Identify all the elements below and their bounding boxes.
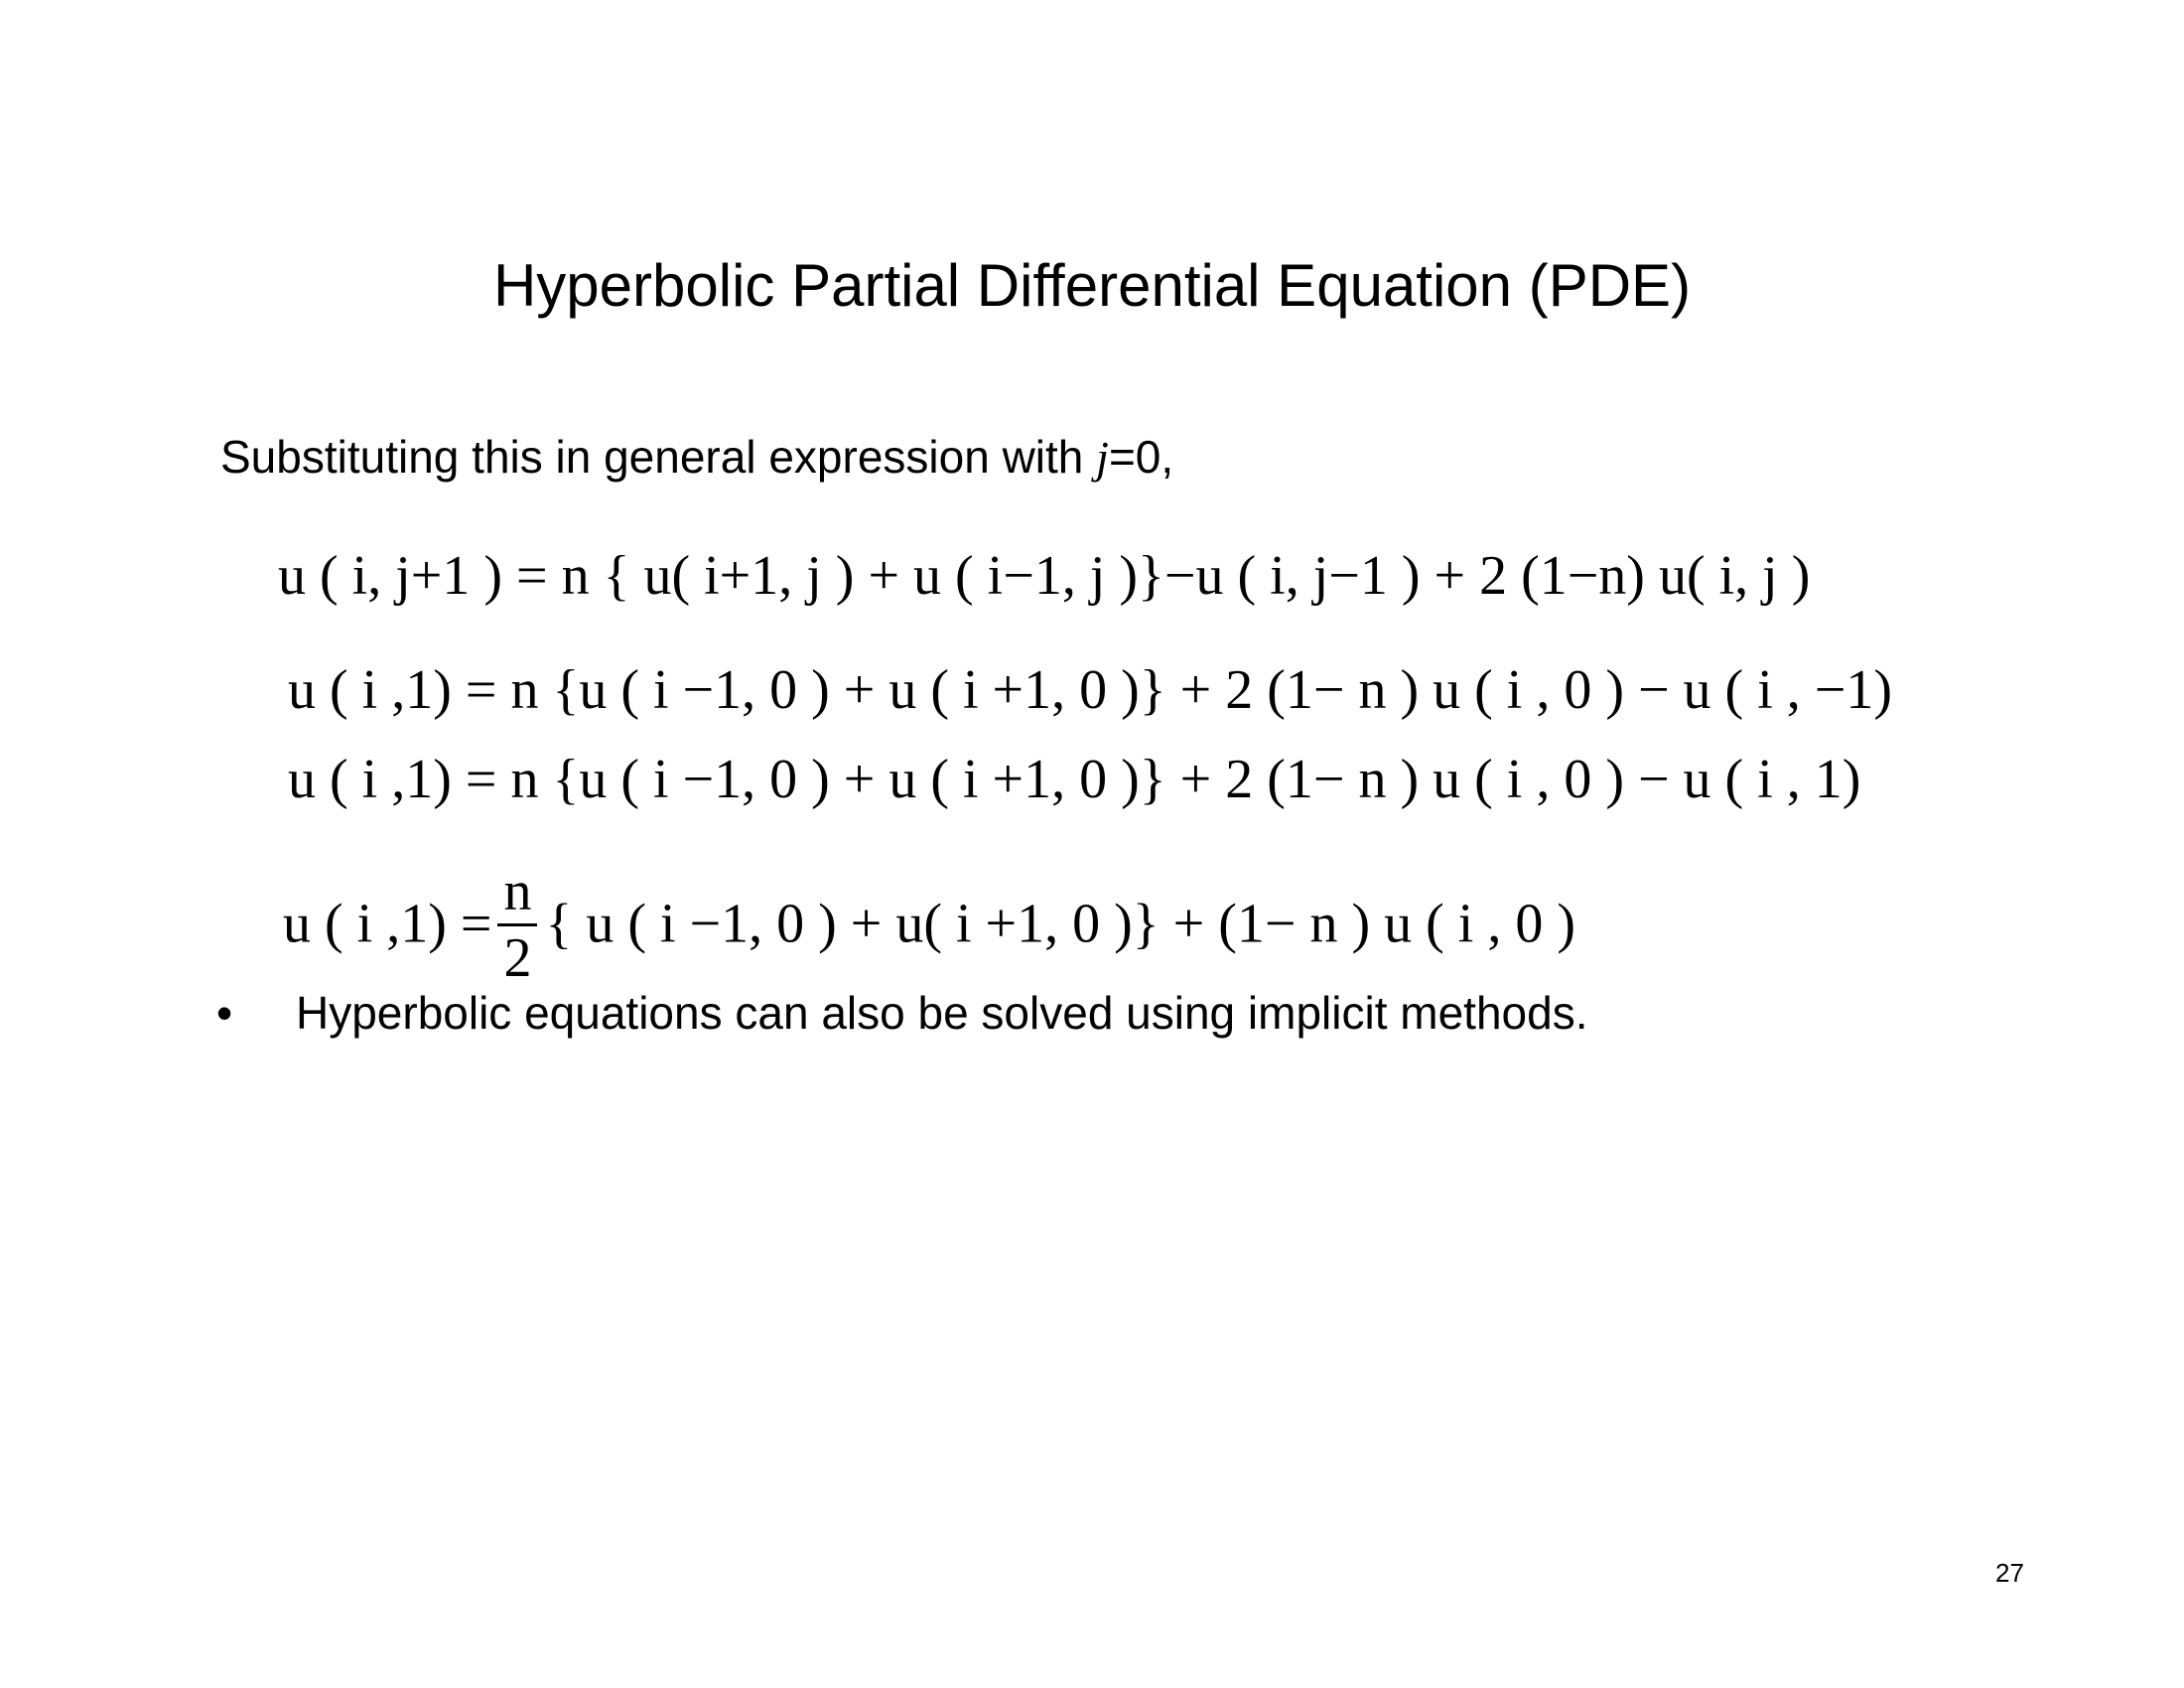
equation-rhs: { u ( i −1, 0 ) + u( i +1, 0 )} + (1− n ) u ( i , 0 ) (545, 893, 1575, 955)
fraction-numerator: n (497, 860, 537, 926)
page-number: 27 (1995, 1558, 2024, 1588)
fraction-n-over-2 (497, 860, 537, 990)
equation-first-time-step (283, 861, 1575, 994)
equation-general-recurrence: u ( i, j+1 ) = n { u( i+1, j ) + u ( i−1, j )}−u ( i, j−1 ) + 2 (1−n) u( i, j ) (278, 545, 1811, 607)
intro-text-before: Substituting this in general expression with (220, 431, 1097, 483)
bullet-text: Hyperbolic equations can also be solved using implicit methods. (296, 987, 1588, 1039)
equation-boundary-applied: u ( i ,1) = n {u ( i −1, 0 ) + u ( i +1, 0 )} + 2 (1− n ) u ( i , 0 ) − u ( i , 1) (288, 749, 1861, 810)
bullet-dot-icon: • (216, 987, 233, 1039)
fraction-denominator: 2 (503, 927, 532, 989)
intro-variable: j (1096, 432, 1109, 483)
equation-lhs: u ( i ,1) = (283, 893, 492, 955)
equation-substituted-j0: u ( i ,1) = n {u ( i −1, 0 ) + u ( i +1, 0 )} + 2 (1− n ) u ( i , 0 ) − u ( i , −1) (288, 659, 1892, 721)
slide-title: Hyperbolic Partial Differential Equation (PDE) (492, 252, 1692, 319)
bullet-item (216, 983, 1587, 1043)
intro-text-after: =0, (1108, 431, 1174, 483)
intro-text (220, 427, 1173, 488)
